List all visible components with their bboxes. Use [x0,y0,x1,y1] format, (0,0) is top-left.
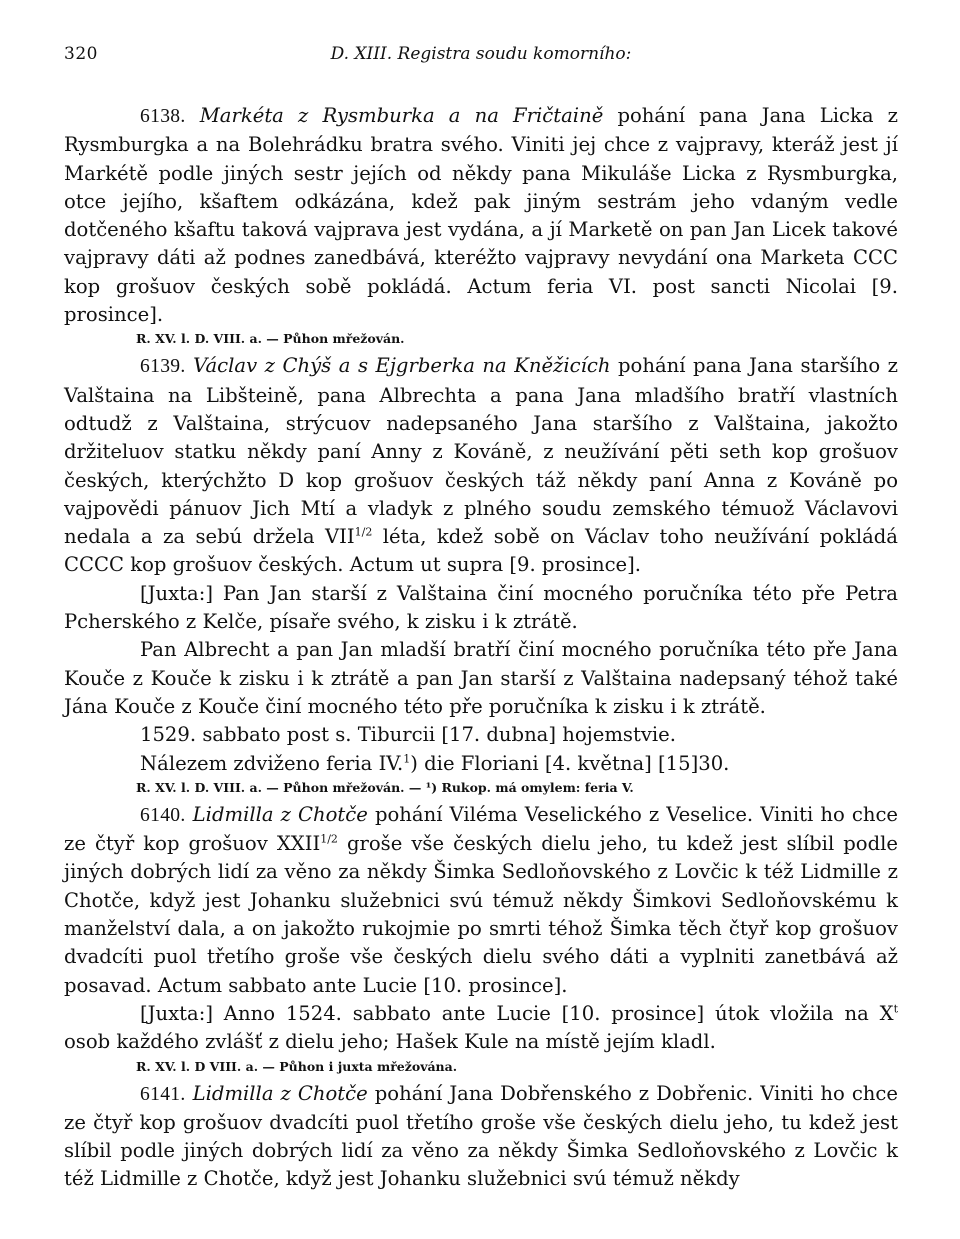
running-title: D. XIII. Registra soudu komorního: [330,44,632,64]
entry-number: 6141. [140,1083,186,1105]
juxta-text: [Juxta:] Anno 1524. sabbato ante Lucie [10. prosince] útok vložila na X [140,1001,894,1025]
entry-6140 [64,801,898,1000]
entry-6141 [64,1080,898,1194]
entry-text: pohání pana Jana Licka z Rysmburgka a na Bolehrádku bratra svého. Viniti jej chce z vajpravy, kteráž jest jí Markétě podle jiných sestr jejích od někdy pana Mikuláše Licka z Rysmburgka, otce jejího, kšaftem odkázána, kdež pak jiným sestrám jeho vdaným vedle dotčeného kšaftu taková vajprava jest vydána, a jí Marketě on pan Jan Licek takové vajpravy dáti až podnes zanedbává, kteréžto vajpravy nevydání ona Marketa CCC kop grošuov českých sobě pokládá. Actum feria VI. post sancti Nicolai [9. prosince]. [64,104,898,327]
plaintiff-name: Lidmilla z Chotče [192,802,368,826]
entry-text: pohání Jana Dobřenského z Dobřenic. Viniti ho chce ze čtyř kop grošuov dvadcíti puol třetího groše vše českých dielu jeho, tu kdež jest slíbil podle jiných dobrých lidí za věno za někdy Šimka Sedloňovského z Lovčic k též Lidmille z Chotče, když jest Johanku služebnici svú témuž někdy [64,1081,898,1191]
plaintiff-name: Markéta z Rysmburka a na Fričtaině [199,104,604,127]
entry-text-continued: groše vše českých dielu jeho, tu kdež jest slíbil podle jiných dobrých lidí za věno za někdy Šimka Sedloňovského z Lovčic k též Lidmille z Chotče, když jest Johanku služebnici svú témuž někdy Šimkovi Sedloňovskému k manželství dala, a on jakožto rukojmie po smrti téhož Šimka těch čtyř kop grošuov dvadcíti puol třetího groše vše českých dielu svého dáti a vyplniti zanetbává až posavad. Actum sabbato ante Lucie [10. prosince]. [64,832,898,997]
date-line-text: Nálezem zdviženo feria IV. [140,751,404,775]
plaintiff-name: Václav z Chýš a s Ejgrberka na Kněžicích [193,354,611,378]
entry-text: pohání pana Jana staršího z Valštaina na Libšteině, pana Albrechta a pana Jana mladšího bratří vlastních odtudž z Valštaina, strýcuov nadepsaného Jana staršího z Valštaina, jakožto držiteluov statku někdy paní Anny z Kováně, z neužívání pěti seth kop grošuov českých, kterýchžto D kop grošuov českých táž někdy paní Anna z Kováně po vajpovědi pánuov Jich Mtí a vladyk z plného soudu zemského témuož Václavovi nedala a za sebú držela VII [64,354,899,549]
date-line [64,750,898,778]
juxta-note: [Juxta:] Pan Jan starší z Valštaina činí mocného poručníka této pře Petra Pcherského z Kelče, písaře svého, k zisku i k ztrátě. [64,581,898,634]
fraction: 1/2 [320,832,338,846]
entry-text-continued: léta, kdež sobě on Václav toho neužívání pokládá CCCC kop grošuov českých. Actum ut supra [9. prosince]. [64,525,898,577]
plaintiff-name: Lidmilla z Chotče [192,1081,368,1105]
juxta-note: Pan Albrecht a pan Jan mladší bratří činí mocného poručníka této pře Jana Kouče z Kouče k zisku i k ztrátě a pan Jan starší z Valštaina nadepsaný téhož také Jána Kouče z Kouče činí mocného této pře poručníka k zisku i k ztrátě. [64,638,898,718]
entry-6138 [64,102,898,329]
archival-note: R. XV. l. D. VIII. a. — Půhon mřežován. — ¹) Rukop. má omylem: feria V. [136,779,634,795]
date-line: 1529. sabbato post s. Tiburcii [17. dubna] hojemstvie. [140,723,676,747]
entry-number: 6140. [140,804,186,826]
archival-note: R. XV. l. D VIII. a. — Půhon i juxta mřežována. [136,1058,458,1074]
juxta-note [64,1000,898,1057]
fraction: 1/2 [354,525,373,539]
entry-number: 6138. [140,106,186,127]
body-text [64,102,898,1194]
juxta-text-continued: osob každého zvlášť z dielu jeho; Hašek Kule na místě jejím kladl. [64,1030,716,1054]
date-line-text-continued: ) die Floriani [4. května] [15]30. [410,751,730,775]
entry-number: 6139. [140,356,186,378]
entry-6139 [64,352,898,579]
entry-text: pohání Viléma Veselického z Veselice. Viniti ho chce ze čtyř kop grošuov XXII [64,802,899,856]
page-number: 320 [64,44,98,64]
superscript: t [893,1002,898,1016]
footnote-marker: 1 [403,752,411,765]
archival-note: R. XV. l. D. VIII. a. — Půhon mřežován. [136,331,405,347]
page-header [64,44,898,70]
